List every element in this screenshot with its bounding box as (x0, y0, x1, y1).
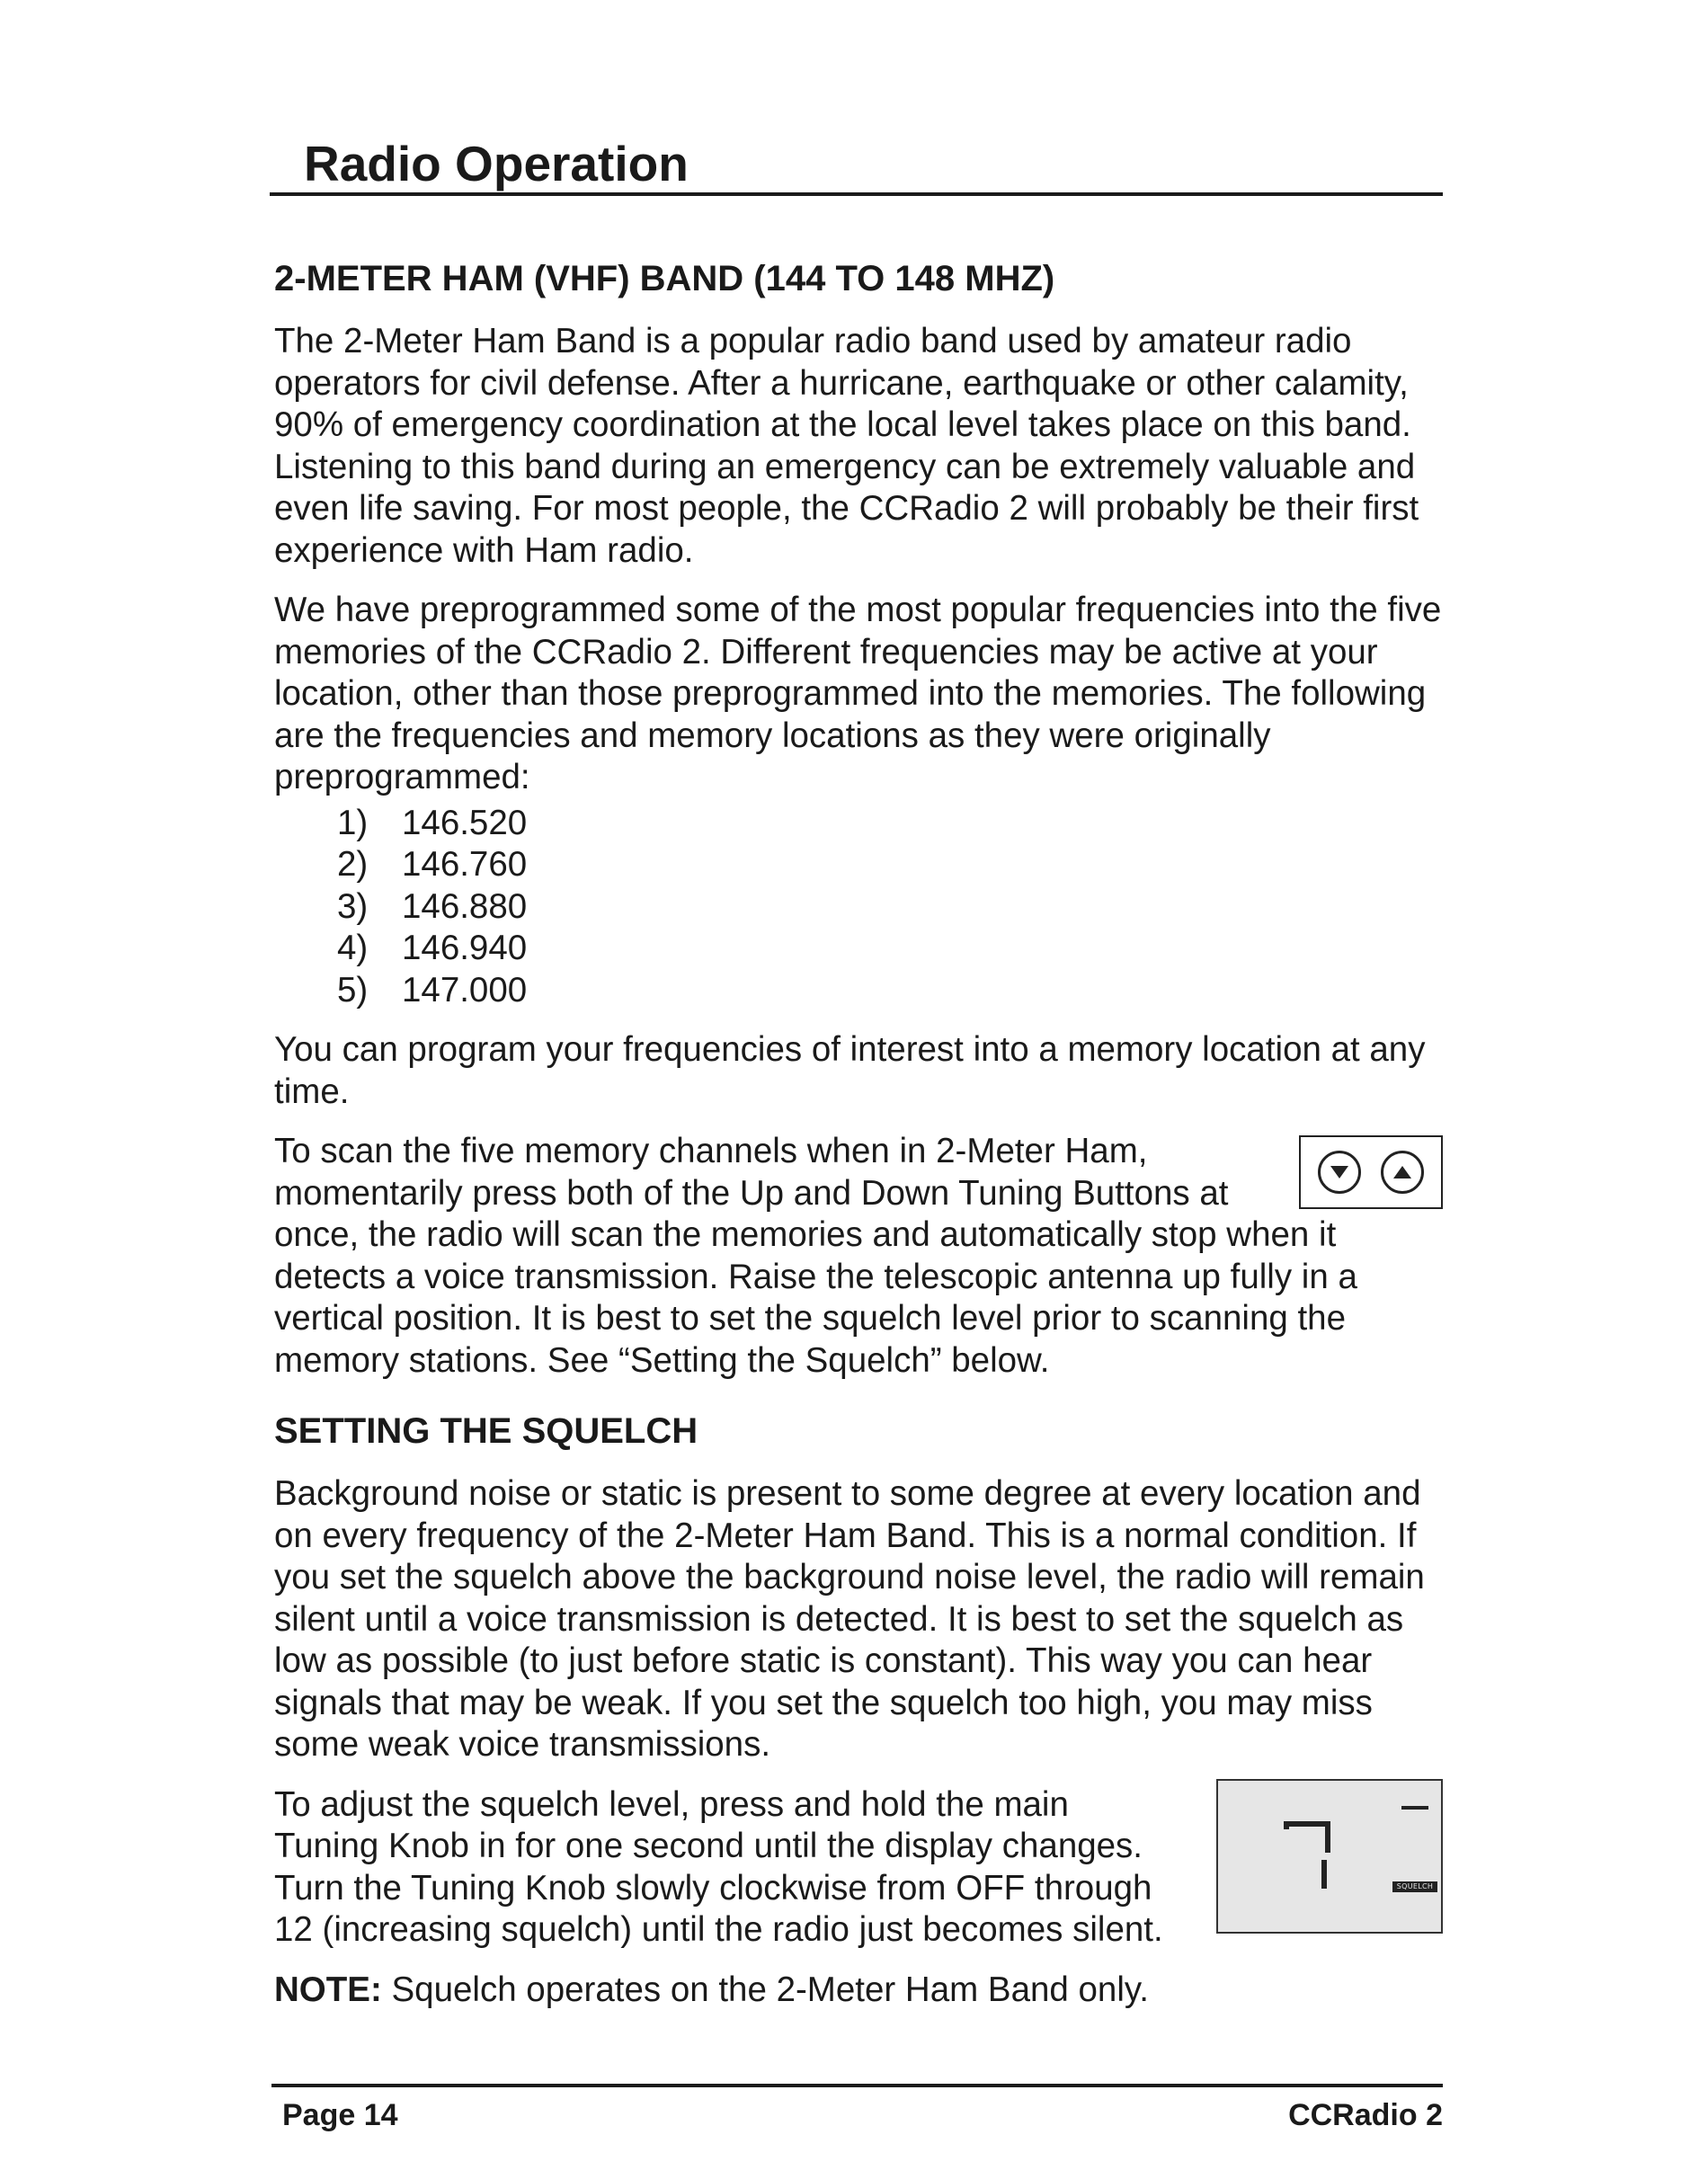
tuning-buttons-illustration (1299, 1135, 1443, 1209)
page-header (270, 135, 1443, 196)
page-title: Radio Operation (304, 136, 689, 191)
list-item-frequency: 146.760 (402, 845, 528, 884)
list-item-frequency: 146.940 (402, 929, 528, 967)
list-item-number: 5) (337, 970, 369, 1009)
up-arrow-icon (1381, 1151, 1424, 1194)
list-item-frequency: 147.000 (402, 970, 528, 1009)
main-content (274, 256, 1443, 2029)
paragraph-squelch-background: Background noise or static is present to some degree at every location and on every frequency of the 2-Meter Ham Band. This is a normal condition. If you set the squelch above the background noise level, the radio will remain silent until a voice transmission is detected. It is best to set the squelch as low as possible (to just before static is constant). This way you can hear signals that may be weak. If you set the squelch too high, you may miss some weak voice transmissions. (274, 1474, 1425, 1764)
list-item-frequency: 146.520 (402, 803, 528, 842)
paragraph-2-meter-intro: The 2-Meter Ham Band is a popular radio band used by amateur radio operators for civil defense. After a hurricane, earthquake or other calamity, 90% of emergency coordination at the local level takes place on this band. Listening to this band during an emergency can be extremely valuable and even life saving. For most people, the CCRadio 2 will probably be their first experience with Ham radio. (274, 322, 1419, 570)
note-label: NOTE: (274, 1970, 382, 2009)
squelch-display-illustration (1216, 1779, 1443, 1934)
frequency-list (274, 803, 1443, 1012)
display-digit (1281, 1820, 1335, 1892)
list-item (337, 928, 1443, 970)
note-text: Squelch operates on the 2-Meter Ham Band only. (381, 1970, 1149, 2009)
paragraph-program-memory: You can program your frequencies of interest into a memory location at any time. (274, 1030, 1426, 1111)
display-dash (1401, 1806, 1428, 1810)
list-item-number: 4) (337, 929, 369, 967)
list-item-number: 2) (337, 845, 369, 884)
paragraph-adjust-squelch: To adjust the squelch level, press and hold the main Tuning Knob in for one second until the display changes. Turn the Tuning Knob slowly clockwise from OFF through 12 (increasing squelch) until the radio just becomes silent. (274, 1784, 1163, 1949)
list-item (337, 886, 1443, 929)
list-item-number: 3) (337, 886, 369, 926)
page-number: Page 14 (282, 2098, 398, 2132)
list-item (337, 803, 1443, 845)
list-item-number: 1) (337, 803, 369, 842)
list-item-frequency: 146.880 (402, 886, 528, 926)
list-item (337, 970, 1443, 1012)
squelch-indicator: SQUELCH (1392, 1881, 1437, 1892)
paragraph-scan-memory: To scan the five memory channels when in 2-Meter Ham, momentarily press both of the Up and Down Tuning Buttons at once, the radio will scan the memories and automatically stop when it detects a voice transmission. Raise the telescopic antenna up fully in a vertical position. It is best to set the squelch level prior to scanning the memory stations. See “Setting the Squelch” below. (274, 1132, 1357, 1380)
section-heading-2-meter: 2-METER HAM (VHF) BAND (144 TO 148 MHZ) (274, 259, 1055, 298)
list-item (337, 844, 1443, 886)
page-footer (271, 2084, 1443, 2141)
section-heading-squelch: SETTING THE SQUELCH (274, 1411, 698, 1451)
down-arrow-icon (1318, 1151, 1361, 1194)
note (274, 1970, 1443, 2012)
product-name: CCRadio 2 (1288, 2098, 1443, 2132)
paragraph-preprogrammed: We have preprogrammed some of the most popular frequencies into the five memories of the CCRadio 2. Different frequencies may be active at your location, other than those preprogrammed into the memories. The following are the frequencies and memory locations as they were originally preprogrammed: (274, 591, 1442, 796)
